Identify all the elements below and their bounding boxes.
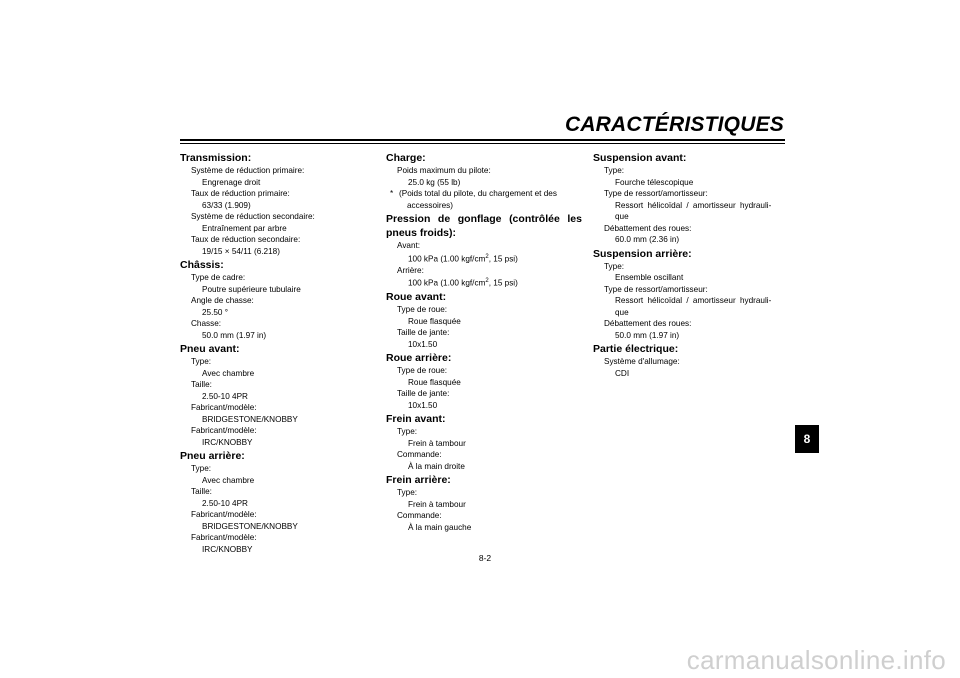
spec-value-continued: que [615,307,629,317]
section-title-chassis: Châssis: [180,259,224,271]
spec-label: Type de roue: [397,305,448,315]
spec-label: Arrière: [397,265,424,275]
spec-label: Fabricant/modèle: [191,403,257,412]
spec-label: Type de ressort/amortisseur: [604,284,708,294]
spec-label: Type de ressort/amortisseur: [604,189,708,198]
spec-label: Type: [191,357,212,366]
spec-label: Chasse: [191,319,222,328]
spec-value: IRC/KNOBBY [202,544,253,554]
spec-label: Type: [604,261,625,271]
spec-value: Ressort hélicoïdal / amortisseur hydrauli- [615,200,772,210]
section-title-load: Charge: [386,152,426,164]
spec-value: 63/33 (1.909) [202,200,251,210]
spec-value: Roue flasquée [408,316,461,326]
spec-value: 2.50-10 4PR [202,498,248,508]
spec-value: BRIDGESTONE/KNOBBY [202,414,298,424]
spec-label: Taux de réduction primaire: [191,189,290,198]
section-title-tire-pressure: Pression de gonflage (contrôlée les pneus froids): [386,213,582,239]
spec-label: Fabricant/modèle: [191,426,257,435]
page-number: 8-2 [478,553,492,563]
spec-value: 2.50-10 4PR [202,391,248,401]
spec-label: Système de réduction primaire: [191,166,305,175]
footnote [386,188,582,211]
section-title-front-tire: Pneu avant: [180,343,240,355]
spec-value: 50.0 mm (1.97 in) [202,330,267,340]
spec-value: À la main gauche [408,522,472,532]
spec-value: 25.0 kg (55 lb) [408,177,461,187]
spec-value: Avec chambre [202,368,255,378]
watermark: carmanualsonline.info [686,645,946,675]
section-title-electrical: Partie électrique: [593,343,679,355]
section-title-rear-suspension: Suspension arrière: [593,247,692,260]
spec-value: 10x1.50 [408,400,438,410]
spec-label: Taille: [191,380,212,389]
spec-value: BRIDGESTONE/KNOBBY [202,521,298,531]
spec-value: Poutre supérieure tubulaire [202,284,301,294]
spec-label: Taille: [191,487,212,496]
column-3 [593,150,789,379]
footnote-line-1: (Poids total du pilote, du chargement et des [399,189,557,198]
spec-label: Débattement des roues: [604,319,692,328]
spec-label: Débattement des roues: [604,223,692,233]
spec-label: Angle de chasse: [191,296,254,305]
spec-label: Système d'allumage: [604,357,680,366]
spec-label: Système de réduction secondaire: [191,212,315,221]
spec-value: 50.0 mm (1.97 in) [615,330,680,340]
spec-value: 10x1.50 [408,339,438,349]
spec-label: Type: [397,488,418,498]
spec-value-continued: que [615,212,629,221]
header-rule-thick [180,139,785,141]
spec-label: Type: [397,427,418,437]
spec-value: Ensemble oscillant [615,273,684,282]
spec-label: Fabricant/modèle: [191,510,257,519]
section-title-transmission: Transmission: [180,152,252,164]
spec-label: Type: [191,464,212,473]
section-title-front-brake: Frein avant: [386,413,446,426]
spec-value: Fourche télescopique [615,177,694,187]
spec-label: Fabricant/modèle: [191,533,257,542]
section-title-rear-brake: Frein arrière: [386,474,451,487]
header-rule-thin [180,143,785,144]
spec-label: Commande: [397,511,442,521]
spec-value: Avec chambre [202,475,255,485]
spec-value: IRC/KNOBBY [202,437,253,447]
spec-label: Taille de jante: [397,328,450,338]
spec-label: Avant: [397,241,421,250]
spec-label: Type de cadre: [191,273,246,282]
spec-value: À la main droite [408,461,465,471]
footnote-line-2: accessoires) [407,200,453,210]
section-title-front-suspension: Suspension avant: [593,152,687,164]
spec-label: Taille de jante: [397,389,450,399]
column-1 [180,150,376,555]
footnote-star: * [390,189,394,198]
spec-value: Engrenage droit [202,177,261,187]
chapter-tab[interactable]: 8 [795,425,819,453]
spec-value: 25.50 ° [202,307,229,317]
spec-value: 19/15 × 54/11 (6.218) [202,246,280,256]
section-title-rear-wheel: Roue arrière: [386,352,452,365]
spec-label: Type de roue: [397,366,448,376]
spec-value: 60.0 mm (2.36 in) [615,235,680,244]
spec-value: 100 kPa (1.00 kgf/$cm^2$, 15 psi) [408,278,518,288]
spec-value: CDI [615,368,630,378]
spec-value: Frein à tambour [408,438,466,448]
spec-value: Ressort hélicoïdal / amortisseur hydrauli- [615,296,772,305]
spec-label: Type: [604,166,625,175]
spec-value: Roue flasquée [408,377,461,387]
section-title-rear-tire: Pneu arrière: [180,450,245,462]
spec-label: Taux de réduction secondaire: [191,235,301,244]
spec-label: Poids maximum du pilote: [397,166,491,175]
spec-value: Frein à tambour [408,499,466,509]
spec-value: Entraînement par arbre [202,223,287,233]
spec-label: Commande: [397,450,442,460]
page-title: CARACTÉRISTIQUES [564,113,784,136]
section-title-front-wheel: Roue avant: [386,291,447,304]
column-2 [386,150,582,533]
spec-value: 100 kPa (1.00 kgf/$cm^2$, 15 psi) [408,253,518,264]
